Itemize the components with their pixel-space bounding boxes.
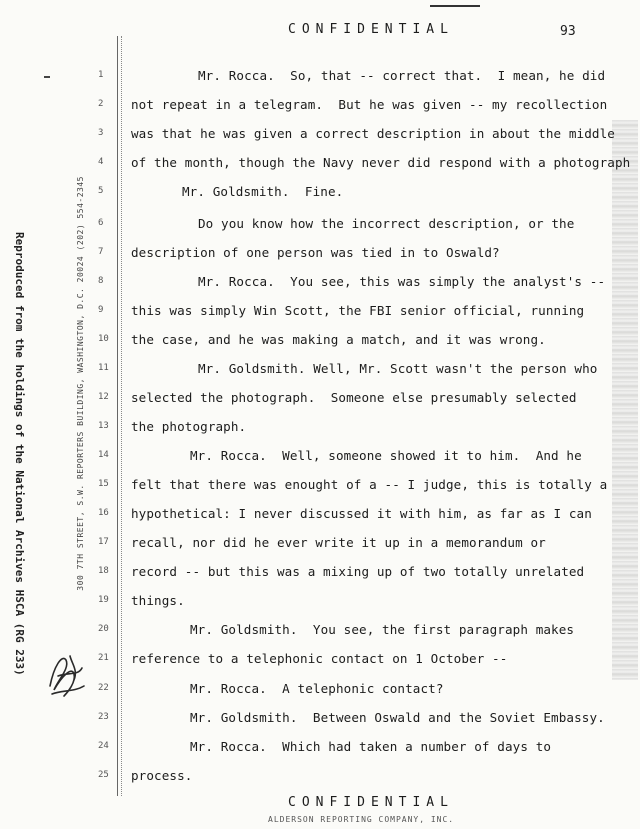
line-number: 10 (98, 334, 109, 344)
transcript-line: selected the photograph. Someone else presumably selected (131, 390, 577, 405)
transcript-line: Do you know how the incorrect description, or the (198, 216, 575, 231)
line-number: 21 (98, 653, 109, 663)
transcript-line: not repeat in a telegram. But he was given -- my recollection (131, 97, 608, 112)
line-number: 16 (98, 508, 109, 518)
line-number: 5 (98, 186, 104, 196)
transcript-line: Mr. Goldsmith. Fine. (182, 184, 344, 199)
margin-tick-mark (44, 76, 50, 78)
transcript-line: hypothetical: I never discussed it with him, as far as I can (131, 506, 592, 521)
line-number: 25 (98, 770, 109, 780)
reporter-address: 300 7TH STREET, S.W. REPORTERS BUILDING, WASHINGTON, D.C. 20024 (202) 554-2345 (76, 176, 85, 591)
line-number: 6 (98, 218, 104, 228)
line-number: 24 (98, 741, 109, 751)
line-number: 13 (98, 421, 109, 431)
page-number: 93 (560, 24, 576, 39)
transcript-line: this was simply Win Scott, the FBI senior official, running (131, 303, 585, 318)
transcript-line: Mr. Rocca. You see, this was simply the analyst's -- (198, 274, 606, 289)
line-number: 19 (98, 595, 109, 605)
handwritten-initials-icon (44, 646, 88, 702)
transcript-line: record -- but this was a mixing up of two totally unrelated (131, 564, 585, 579)
left-margin-rule-dotted (121, 36, 122, 796)
line-number: 11 (98, 363, 109, 373)
scan-edge-noise (612, 120, 638, 680)
transcript-line: Mr. Rocca. So, that -- correct that. I mean, he did (198, 68, 606, 83)
line-number: 7 (98, 247, 104, 257)
line-number: 12 (98, 392, 109, 402)
line-number: 14 (98, 450, 109, 460)
transcript-line: recall, nor did he ever write it up in a memorandum or (131, 535, 546, 550)
line-number: 8 (98, 276, 104, 286)
transcript-line: felt that there was enought of a -- I judge, this is totally a (131, 477, 608, 492)
page-header (0, 22, 640, 42)
footer-confidential-label: CONFIDENTIAL (288, 795, 454, 810)
transcript-line: Mr. Rocca. Well, someone showed it to him. And he (190, 448, 582, 463)
header-confidential-label: CONFIDENTIAL (288, 22, 454, 37)
line-number: 18 (98, 566, 109, 576)
line-number: 2 (98, 99, 104, 109)
transcript-line: Mr. Goldsmith. Between Oswald and the Soviet Embassy. (190, 710, 605, 725)
line-number: 3 (98, 128, 104, 138)
transcript-line: reference to a telephonic contact on 1 October -- (131, 651, 508, 666)
reproduction-notice: Reproduced from the holdings of the National Archives HSCA (RG 233) (13, 232, 26, 676)
line-number: 23 (98, 712, 109, 722)
line-number: 20 (98, 624, 109, 634)
transcript-line: Mr. Rocca. Which had taken a number of days to (190, 739, 552, 754)
transcript-line: description of one person was tied in to Oswald? (131, 245, 500, 260)
transcript-line: was that he was given a correct description in about the middle (131, 126, 615, 141)
line-number: 4 (98, 157, 104, 167)
left-margin-rule (117, 36, 118, 796)
line-number: 22 (98, 683, 109, 693)
transcript-line: process. (131, 768, 193, 783)
transcript-line: Mr. Goldsmith. You see, the first paragraph makes (190, 622, 575, 637)
transcript-line: the photograph. (131, 419, 247, 434)
top-edge-mark (430, 0, 480, 7)
transcript-line: Mr. Goldsmith. Well, Mr. Scott wasn't the person who (198, 361, 598, 376)
transcript-line: of the month, though the Navy never did respond with a photograph (131, 155, 631, 170)
transcript-line: things. (131, 593, 185, 608)
line-number: 17 (98, 537, 109, 547)
reporter-company: ALDERSON REPORTING COMPANY, INC. (268, 815, 455, 824)
line-number: 15 (98, 479, 109, 489)
transcript-line: the case, and he was making a match, and it was wrong. (131, 332, 546, 347)
transcript-line: Mr. Rocca. A telephonic contact? (190, 681, 444, 696)
line-number: 9 (98, 305, 104, 315)
line-number: 1 (98, 70, 104, 80)
